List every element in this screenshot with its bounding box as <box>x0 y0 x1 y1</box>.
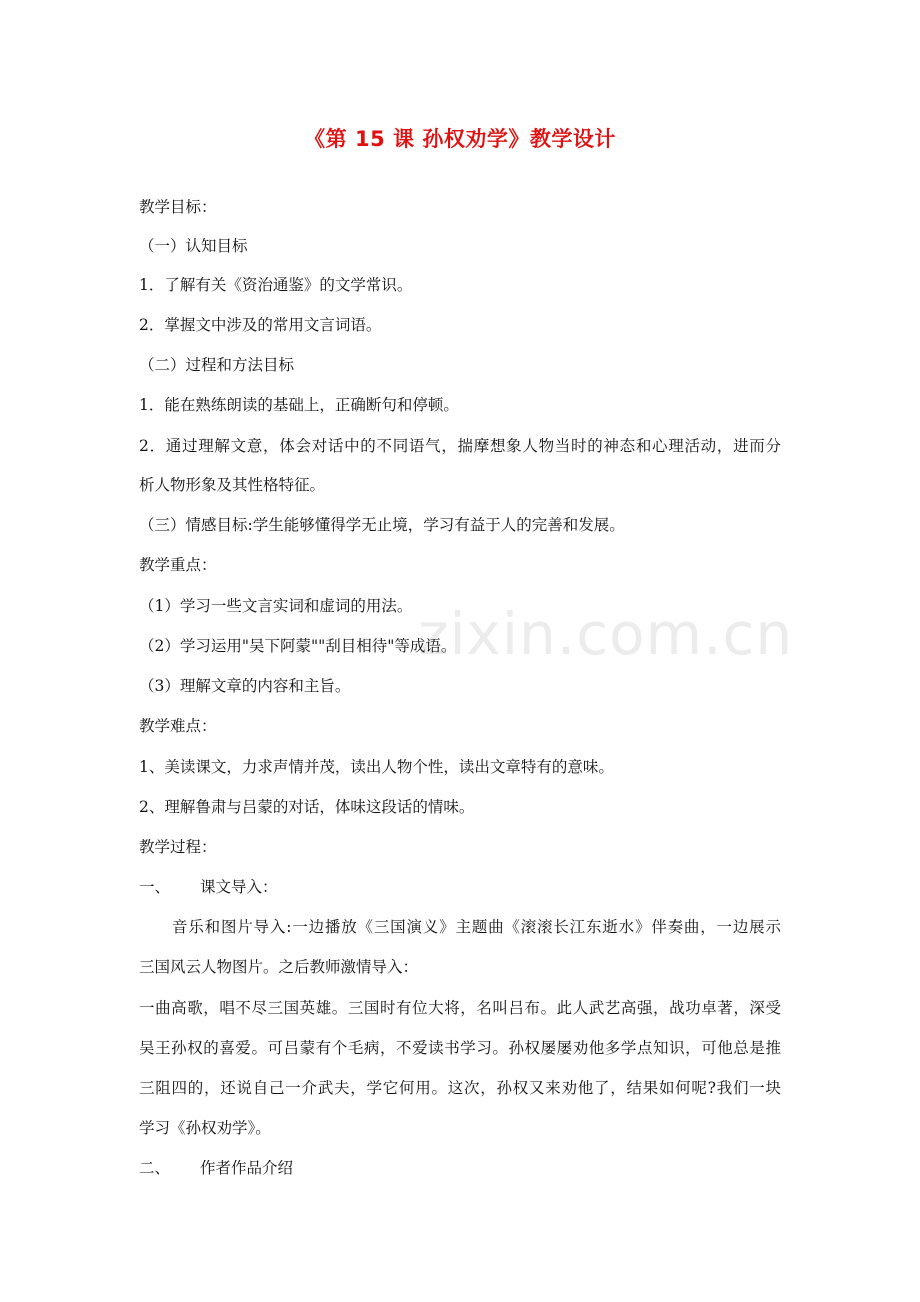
section-number: 二、 <box>139 1159 171 1177</box>
difficulty-item: 2、理解鲁肃与吕蒙的对话，体味这段话的情味。 <box>139 798 475 816</box>
objective-item-continued: 析人物形象及其性格特征。 <box>139 476 326 494</box>
heading-process: 教学过程： <box>139 838 217 856</box>
document-title: 《第 15 课 孙权劝学》教学设计 <box>304 127 616 151</box>
key-point-item: （1）学习一些文言实词和虚词的用法。 <box>139 597 413 615</box>
subheading-process: （二）过程和方法目标 <box>139 356 295 374</box>
paragraph-line: 吴王孙权的喜爱。可吕蒙有个毛病，不爱读书学习。孙权屡屡劝他多学点知识，可他总是推 <box>139 1039 781 1057</box>
paragraph-line: 三阻四的，还说自己一介武夫，学它何用。这次，孙权又来劝他了，结果如何呢?我们一块 <box>139 1079 781 1097</box>
difficulty-item: 1、美读课文，力求声情并茂，读出人物个性，读出文章特有的意味。 <box>139 758 614 776</box>
section-title: 课文导入： <box>200 878 278 896</box>
section-number: 一、 <box>139 878 171 896</box>
heading-difficulties: 教学难点： <box>139 717 217 735</box>
section-author-heading <box>139 1158 293 1178</box>
objective-item: 2．掌握文中涉及的常用文言词语。 <box>139 316 382 334</box>
objective-item: 1．了解有关《资治通鉴》的文学常识。 <box>139 276 413 294</box>
heading-key-points: 教学重点： <box>139 556 217 574</box>
heading-objectives: 教学目标： <box>139 198 217 216</box>
key-point-item: （2）学习运用"吴下阿蒙""刮目相待"等成语。 <box>139 637 457 655</box>
objective-item: 1．能在熟练朗读的基础上，正确断句和停顿。 <box>139 396 459 414</box>
watermark: zixin.com.cn <box>418 600 794 668</box>
section-intro-heading <box>139 877 278 897</box>
subheading-cognitive: （一）认知目标 <box>139 237 248 255</box>
subheading-emotion: （三）情感目标:学生能够懂得学无止境，学习有益于人的完善和发展。 <box>139 516 625 534</box>
objective-item: 2．通过理解文意，体会对话中的不同语气，揣摩想象人物当时的神态和心理活动，进而分 <box>139 437 781 455</box>
paragraph-line: 学习《孙权劝学》。 <box>139 1119 271 1137</box>
key-point-item: （3）理解文章的内容和主旨。 <box>139 677 351 695</box>
section-title: 作者作品介绍 <box>200 1159 294 1177</box>
paragraph-line: 三国风云人物图片。之后教师激情导入： <box>139 958 419 976</box>
paragraph-line: 音乐和图片导入:一边播放《三国演义》主题曲《滚滚长江东逝水》伴奏曲，一边展示 <box>172 918 781 936</box>
paragraph-line: 一曲高歌，唱不尽三国英雄。三国时有位大将，名叫吕布。此人武艺高强，战功卓著，深受 <box>139 999 781 1017</box>
